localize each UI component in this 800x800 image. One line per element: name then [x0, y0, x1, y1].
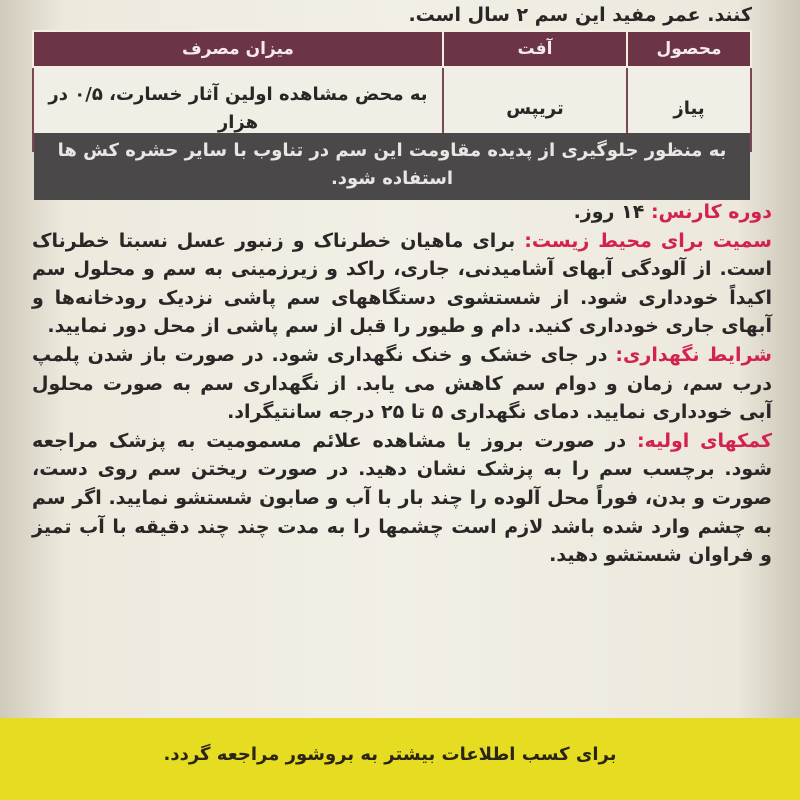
storage-text: در جای خشک و خنک نگهداری شود. در صورت باز شدن پلمپ درب سم، زمان و دوام سم کاهش می یابد. از نگهداری سم به صورت محلول آبی خودداری نمایید. دمای نگهداری ۵ تا ۲۵ درجه سانتیگراد.	[32, 343, 772, 424]
first-aid-text: در صورت بروز یا مشاهده علائم مسمومیت به پزشک مراجعه شود. برچسب سم را به پزشک نشان دهید. در صورت ریختن سم روی دست، صورت و بدن، فوراً محل آلوده را چند بار با آب و صابون شستشو نمایید. اگر سم به چشم وارد شده باشد لازم است چشمها را به مدت چند چند دقیقه با آب تمیز و فراوان شستشو دهید.	[32, 429, 772, 567]
storage-paragraph	[32, 341, 772, 427]
header-crop: محصول	[627, 31, 751, 67]
interval-text: ۱۴ روز.	[573, 201, 651, 223]
label-body	[32, 198, 772, 570]
toxicity-text: برای ماهیان خطرناک و زنبور عسل نسبتا خطرناک است. از آلودگی آبهای آشامیدنی، جاری، راکد و زیرزمینی به سم و محلول سم اکیداً خودداری شود. از شستشوی دستگاههای سم پاشی نزدیک رودخانه‌ها و آبهای جاری خودداری کنید. دام و طیور را قبل از سم پاشی از محل دور نمایید.	[32, 229, 772, 338]
table-header-row	[33, 31, 751, 67]
resistance-note: به منظور جلوگیری از پدیده مقاومت این سم در تناوب با سایر حشره کش ها استفاده شود.	[34, 133, 750, 200]
storage-heading: شرایط نگهداری:	[615, 343, 772, 366]
cell-crop: پیاز	[627, 67, 751, 151]
cell-dose: به محض مشاهده اولین آثار خسارت، ۰/۵ در هزار	[33, 67, 443, 151]
first-aid-heading: کمکهای اولیه:	[636, 429, 772, 452]
toxicity-paragraph	[32, 227, 772, 341]
first-aid-paragraph	[32, 427, 772, 570]
interval-paragraph	[32, 198, 772, 227]
interval-heading: دوره کارنس:	[650, 201, 772, 223]
header-pest: آفت	[443, 31, 627, 67]
cell-pest: تریپس	[443, 67, 627, 151]
footer-text: برای کسب اطلاعات بیشتر به بروشور مراجعه گردد.	[163, 744, 617, 765]
header-dose: میزان مصرف	[33, 31, 443, 67]
toxicity-heading: سمیت برای محیط زیست:	[524, 229, 772, 252]
intro-text: کنند. عمر مفید این سم ۲ سال است.	[408, 4, 752, 26]
